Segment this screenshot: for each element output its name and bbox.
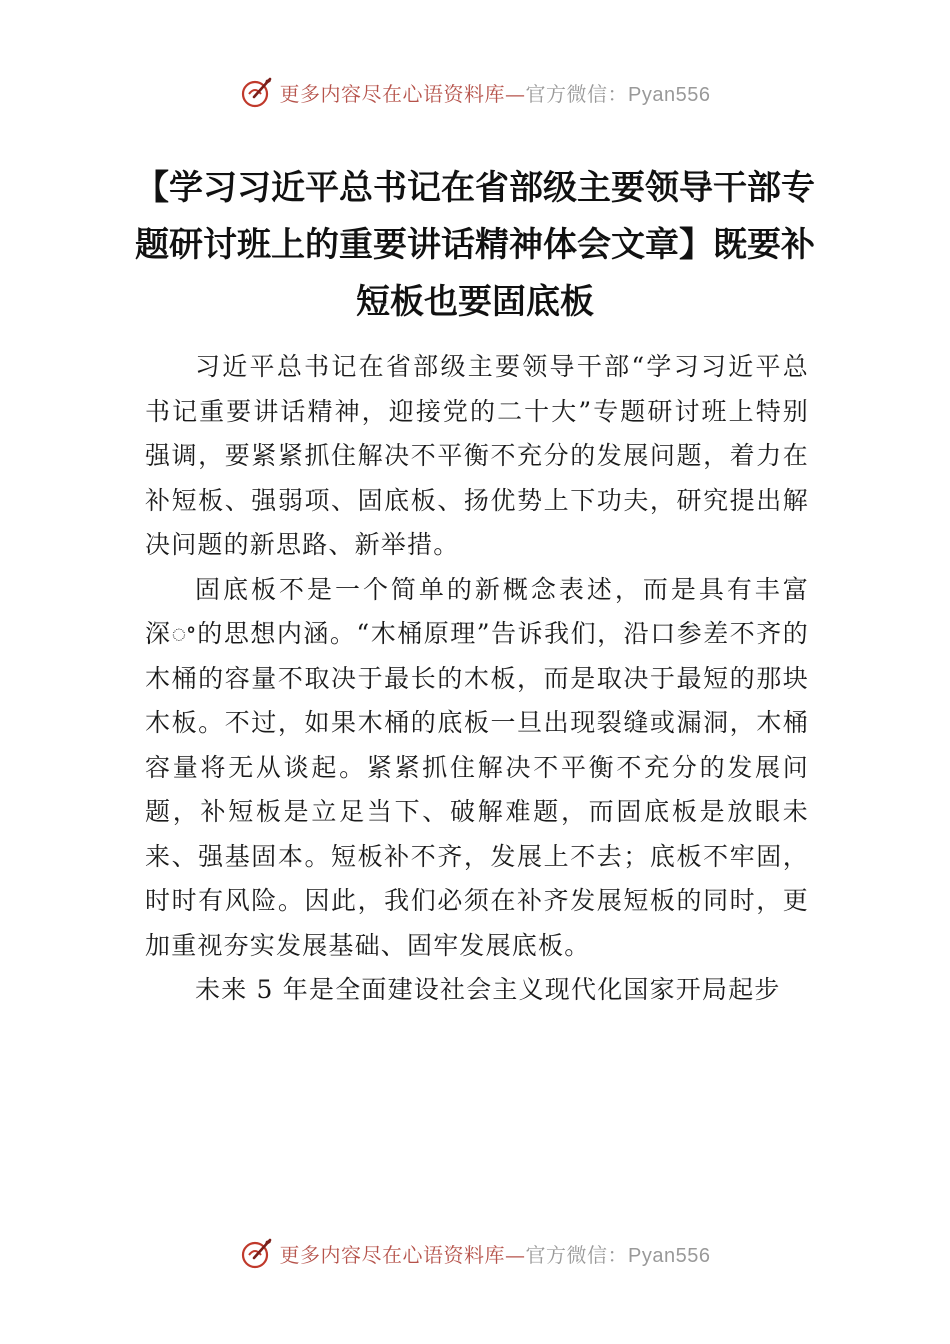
- banner-text: [280, 78, 711, 107]
- banner-wechat-id: Pyan556: [628, 83, 711, 106]
- header-banner: [0, 72, 950, 112]
- banner-promo: 更多内容尽在心语资料库: [279, 81, 506, 106]
- document-body: [145, 345, 809, 1013]
- quill-seal-icon: [240, 75, 274, 109]
- paragraph: 固底板不是一个简单的新概念表述，而是具有丰富深ꢀ的思想内涵。“木桶原理”告诉我们，沿口参差不齐的木桶的容量不取决于最长的木板，而是取决于最短的那块木板。不过，如果木桶的底板一旦出现裂缝或漏洞，木桶容量将无从谈起。紧紧抓住解决不平衡不充分的发展问题，补短板是立足当下、破解难题，而固底板是放眼未来、强基固本。短板补不齐，发展上不去；底板不牢固，时时有风险。因此，我们必须在补齐发展短板的同时，更加重视夯实发展基础、固牢发展底板。: [145, 574, 809, 960]
- footer-banner: [0, 1233, 950, 1273]
- banner-text: [280, 1239, 711, 1268]
- banner-dash: —: [505, 1242, 526, 1267]
- banner-dash: —: [505, 81, 526, 106]
- banner-wechat-id: Pyan556: [628, 1244, 711, 1267]
- paragraph: 习近平总书记在省部级主要领导干部“学习习近平总书记重要讲话精神，迎接党的二十大”专题研讨班上特别强调，要紧紧抓住解决不平衡不充分的发展问题，着力在补短板、强弱项、固底板、扬优势上下功夫，研究提出解决问题的新思路、新举措。: [145, 352, 809, 559]
- banner-wechat-label: 官方微信：: [525, 81, 629, 106]
- banner-wechat-label: 官方微信：: [525, 1242, 629, 1267]
- quill-seal-icon: [240, 1236, 274, 1270]
- document-title: 【学习习近平总书记在省部级主要领导干部专题研讨班上的重要讲话精神体会文章】既要补短板也要固底板: [135, 168, 815, 322]
- banner-promo: 更多内容尽在心语资料库: [279, 1242, 506, 1267]
- paragraph: 未来 5 年是全面建设社会主义现代化国家开局起步: [195, 975, 781, 1004]
